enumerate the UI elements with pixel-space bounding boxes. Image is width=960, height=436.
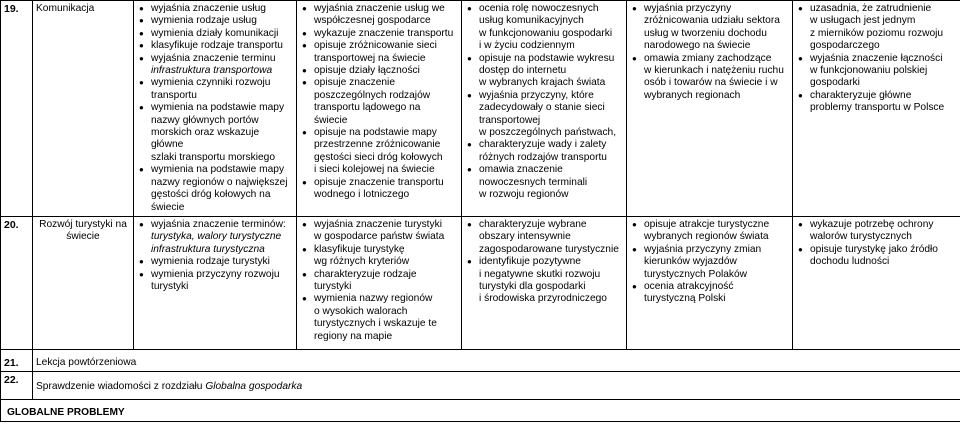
list-item: ● opisuje na podstawie mapy	[300, 127, 458, 139]
list-item: ● uzasadnia, że zatrudnienie	[796, 3, 957, 15]
list-item-continuation: turystyki	[314, 280, 352, 292]
list-item: ● identyfikuje pozytywne	[465, 256, 623, 268]
list-item-continuation: w wybranych krajach świata	[479, 77, 606, 89]
list-item-continuation: morskich oraz wskazuje główne	[151, 127, 260, 151]
list-item-continuation: narodowego na świecie	[644, 40, 751, 52]
list-item: ● opisuje zróżnicowanie sieci	[300, 40, 458, 52]
list-item-continuation: turystyki	[151, 280, 189, 292]
list-item: ● wykazuje znaczenie transportu	[300, 28, 458, 40]
requirements-cell	[134, 216, 297, 349]
list-item: ● wymienia przyczyny rozwoju	[137, 269, 293, 281]
list-item-continuation: zadecydowały o stanie sieci	[479, 102, 605, 114]
list-item-continuation: w poszczególnych państwach,	[479, 127, 617, 139]
table-row	[1, 216, 960, 349]
list-item-continuation: nazwy regionów o największej	[151, 176, 288, 188]
list-item: ● wyjaśnia znaczenie usług we	[300, 3, 458, 15]
list-item-continuation: w rozwoju regionów	[479, 189, 569, 201]
list-item-continuation: w funkcjonowaniu gospodarki	[479, 27, 613, 39]
list-item-continuation: poszczególnych rodzajów	[314, 89, 431, 101]
list-item-continuation: osób i towarów na świecie i w	[644, 77, 778, 89]
list-item-continuation: transportu	[151, 89, 197, 101]
list-item: ● charakteryzuje rodzaje	[300, 269, 458, 281]
list-item: ● wyjaśnia znaczenie terminów:	[137, 219, 293, 231]
lesson-cell: Lekcja powtórzeniowa	[33, 349, 960, 371]
list-item-continuation: zagospodarowane turystycznie	[479, 243, 619, 255]
table-row	[1, 1, 960, 217]
list-item-continuation: w funkcjonowaniu polskiej	[810, 65, 928, 77]
list-item-continuation: walorów turystycznych	[810, 231, 912, 243]
table-row	[1, 349, 960, 371]
list-item-continuation: infrastruktura transportowa	[151, 65, 273, 77]
list-item: ● klasyfikuje turystykę	[300, 244, 458, 256]
list-item: ● wyjaśnia przyczyny, które	[465, 90, 623, 102]
list-item-continuation: nowoczesnych terminali	[479, 176, 588, 188]
list-item-continuation: dostęp do internetu	[479, 65, 567, 77]
list-item-continuation: turystycznych Polaków	[644, 268, 748, 280]
list-item: ● opisuje znaczenie transportu	[300, 177, 458, 189]
list-item-continuation: turystyka, walory turystyczne	[151, 231, 282, 243]
list-item: ● opisuje znaczenie	[300, 77, 458, 89]
list-item-continuation: transportu lądowego na	[314, 102, 421, 114]
requirements-cell	[627, 216, 793, 349]
list-item-continuation: problemy transportu w Polsce	[810, 102, 945, 114]
list-item-continuation: wybranych regionach	[644, 89, 741, 101]
list-item: ● klasyfikuje rodzaje transportu	[137, 40, 293, 52]
list-item: ● ocenia rolę nowoczesnych	[465, 3, 623, 15]
requirements-cell	[462, 216, 627, 349]
list-item-continuation: świecie	[151, 201, 185, 213]
requirements-cell	[134, 1, 297, 217]
list-item-continuation: wybranych regionów świata	[644, 231, 769, 243]
list-item-continuation: różnych rodzajów transportu	[479, 151, 607, 163]
table-row	[1, 371, 960, 399]
list-item: ● wymienia rodzaje usług	[137, 15, 293, 27]
list-item: ● wymienia działy komunikacji	[137, 28, 293, 40]
list-item: ● wymienia na podstawie mapy	[137, 102, 293, 114]
list-item: ● wyjaśnia znaczenie turystyki	[300, 219, 458, 231]
list-item-continuation: usług w tworzeniu dochodu	[644, 27, 767, 39]
list-item: ● wykazuje potrzebę ochrony	[796, 219, 957, 231]
requirements-cell	[297, 1, 462, 217]
list-item: ● omawia zmiany zachodzące	[630, 53, 789, 65]
list-item: ● charakteryzuje wady i zalety	[465, 139, 623, 151]
test-text: Sprawdzenie wiadomości z rozdziału	[36, 380, 206, 392]
list-item-continuation: turystycznych i wskazuje te	[314, 318, 437, 330]
table-row	[1, 399, 960, 421]
list-item: ● opisuje atrakcje turystyczne	[630, 219, 789, 231]
list-item-continuation: i negatywne skutki rozwoju	[479, 268, 601, 280]
list-item: ● omawia znaczenie	[465, 164, 623, 176]
list-item: ● opisuje działy łączności	[300, 65, 458, 77]
list-item-continuation: gęstości dróg kołowych na	[151, 189, 271, 201]
list-item: ● ocenia atrakcyjność	[630, 281, 789, 293]
topic-cell: Rozwój turystyki na świecie	[33, 216, 134, 349]
list-item-continuation: świecie	[314, 114, 348, 126]
test-cell	[33, 371, 960, 399]
list-item-continuation: infrastruktura turystyczna	[151, 243, 265, 255]
list-item-continuation: transportowej	[479, 114, 541, 126]
row-number: 20.	[1, 216, 33, 349]
requirements-cell	[297, 216, 462, 349]
section-header: GLOBALNE PROBLEMY	[1, 399, 960, 421]
requirements-cell	[793, 216, 960, 349]
list-item-continuation: usług komunikacyjnych	[479, 15, 584, 27]
list-item-continuation: o wysokich walorach	[314, 305, 408, 317]
list-item-continuation: przestrzenne zróżnicowanie	[314, 139, 441, 151]
list-item: ● wyjaśnia przyczyny	[630, 3, 789, 15]
list-item: ● wymienia czynniki rozwoju	[137, 77, 293, 89]
list-item-continuation: turystyki dla gospodarki	[479, 280, 586, 292]
test-chapter-title: Globalna gospodarka	[205, 380, 303, 392]
list-item-continuation: obszary intensywnie	[479, 231, 571, 243]
list-item: ● opisuje na podstawie wykresu	[465, 53, 623, 65]
list-item-continuation: i środowiska przyrodniczego	[479, 293, 607, 305]
list-item: ● wyjaśnia przyczyny zmian	[630, 244, 789, 256]
list-item-continuation: regiony na mapie	[314, 330, 393, 342]
list-item-continuation: i w życiu codziennym	[479, 40, 575, 52]
list-item: ● charakteryzuje główne	[796, 90, 957, 102]
list-item-continuation: w gospodarce państw świata	[314, 231, 445, 243]
list-item: ● wymienia na podstawie mapy	[137, 164, 293, 176]
list-item: ● wymienia rodzaje turystyki	[137, 256, 293, 268]
list-item: ● charakteryzuje wybrane	[465, 219, 623, 231]
list-item-continuation: nazwy głównych portów	[151, 114, 259, 126]
list-item-continuation: wodnego i lotniczego	[314, 189, 410, 201]
list-item-continuation: współczesnej gospodarce	[314, 15, 431, 27]
list-item: ● wyjaśnia znaczenie terminu	[137, 53, 293, 65]
list-item-continuation: dochodu ludności	[810, 256, 890, 268]
row-number: 19.	[1, 1, 33, 217]
list-item-continuation: z mierników poziomu rozwoju	[810, 27, 944, 39]
topic-cell: Komunikacja	[33, 1, 134, 217]
list-item-continuation: gęstości sieci dróg kołowych	[314, 151, 443, 163]
list-item-continuation: zróżnicowania udziału sektora	[644, 15, 780, 27]
row-number: 21.	[1, 349, 33, 371]
list-item-continuation: kierunków wyjazdów	[644, 256, 737, 268]
row-number: 22.	[1, 371, 33, 399]
list-item-continuation: szlaki transportu morskiego	[151, 151, 275, 163]
requirements-cell	[627, 1, 793, 217]
list-item-continuation: gospodarki	[810, 77, 860, 89]
list-item-continuation: i sieci kolejowej na świecie	[314, 164, 435, 176]
list-item-continuation: w kierunkach i natężeniu ruchu	[644, 65, 784, 77]
list-item: ● wyjaśnia znaczenie łączności	[796, 53, 957, 65]
list-item-continuation: transportowej na świecie	[314, 52, 426, 64]
list-item: ● wymienia nazwy regionów	[300, 293, 458, 305]
list-item-continuation: turystyczną Polski	[644, 293, 726, 305]
list-item-continuation: gospodarczego	[810, 40, 880, 52]
list-item: ● opisuje turystykę jako źródło	[796, 244, 957, 256]
list-item-continuation: w usługach jest jednym	[810, 15, 916, 27]
requirements-cell	[462, 1, 627, 217]
requirements-cell	[793, 1, 960, 217]
list-item-continuation: wg różnych kryteriów	[314, 256, 410, 268]
list-item: ● wyjaśnia znaczenie usług	[137, 3, 293, 15]
